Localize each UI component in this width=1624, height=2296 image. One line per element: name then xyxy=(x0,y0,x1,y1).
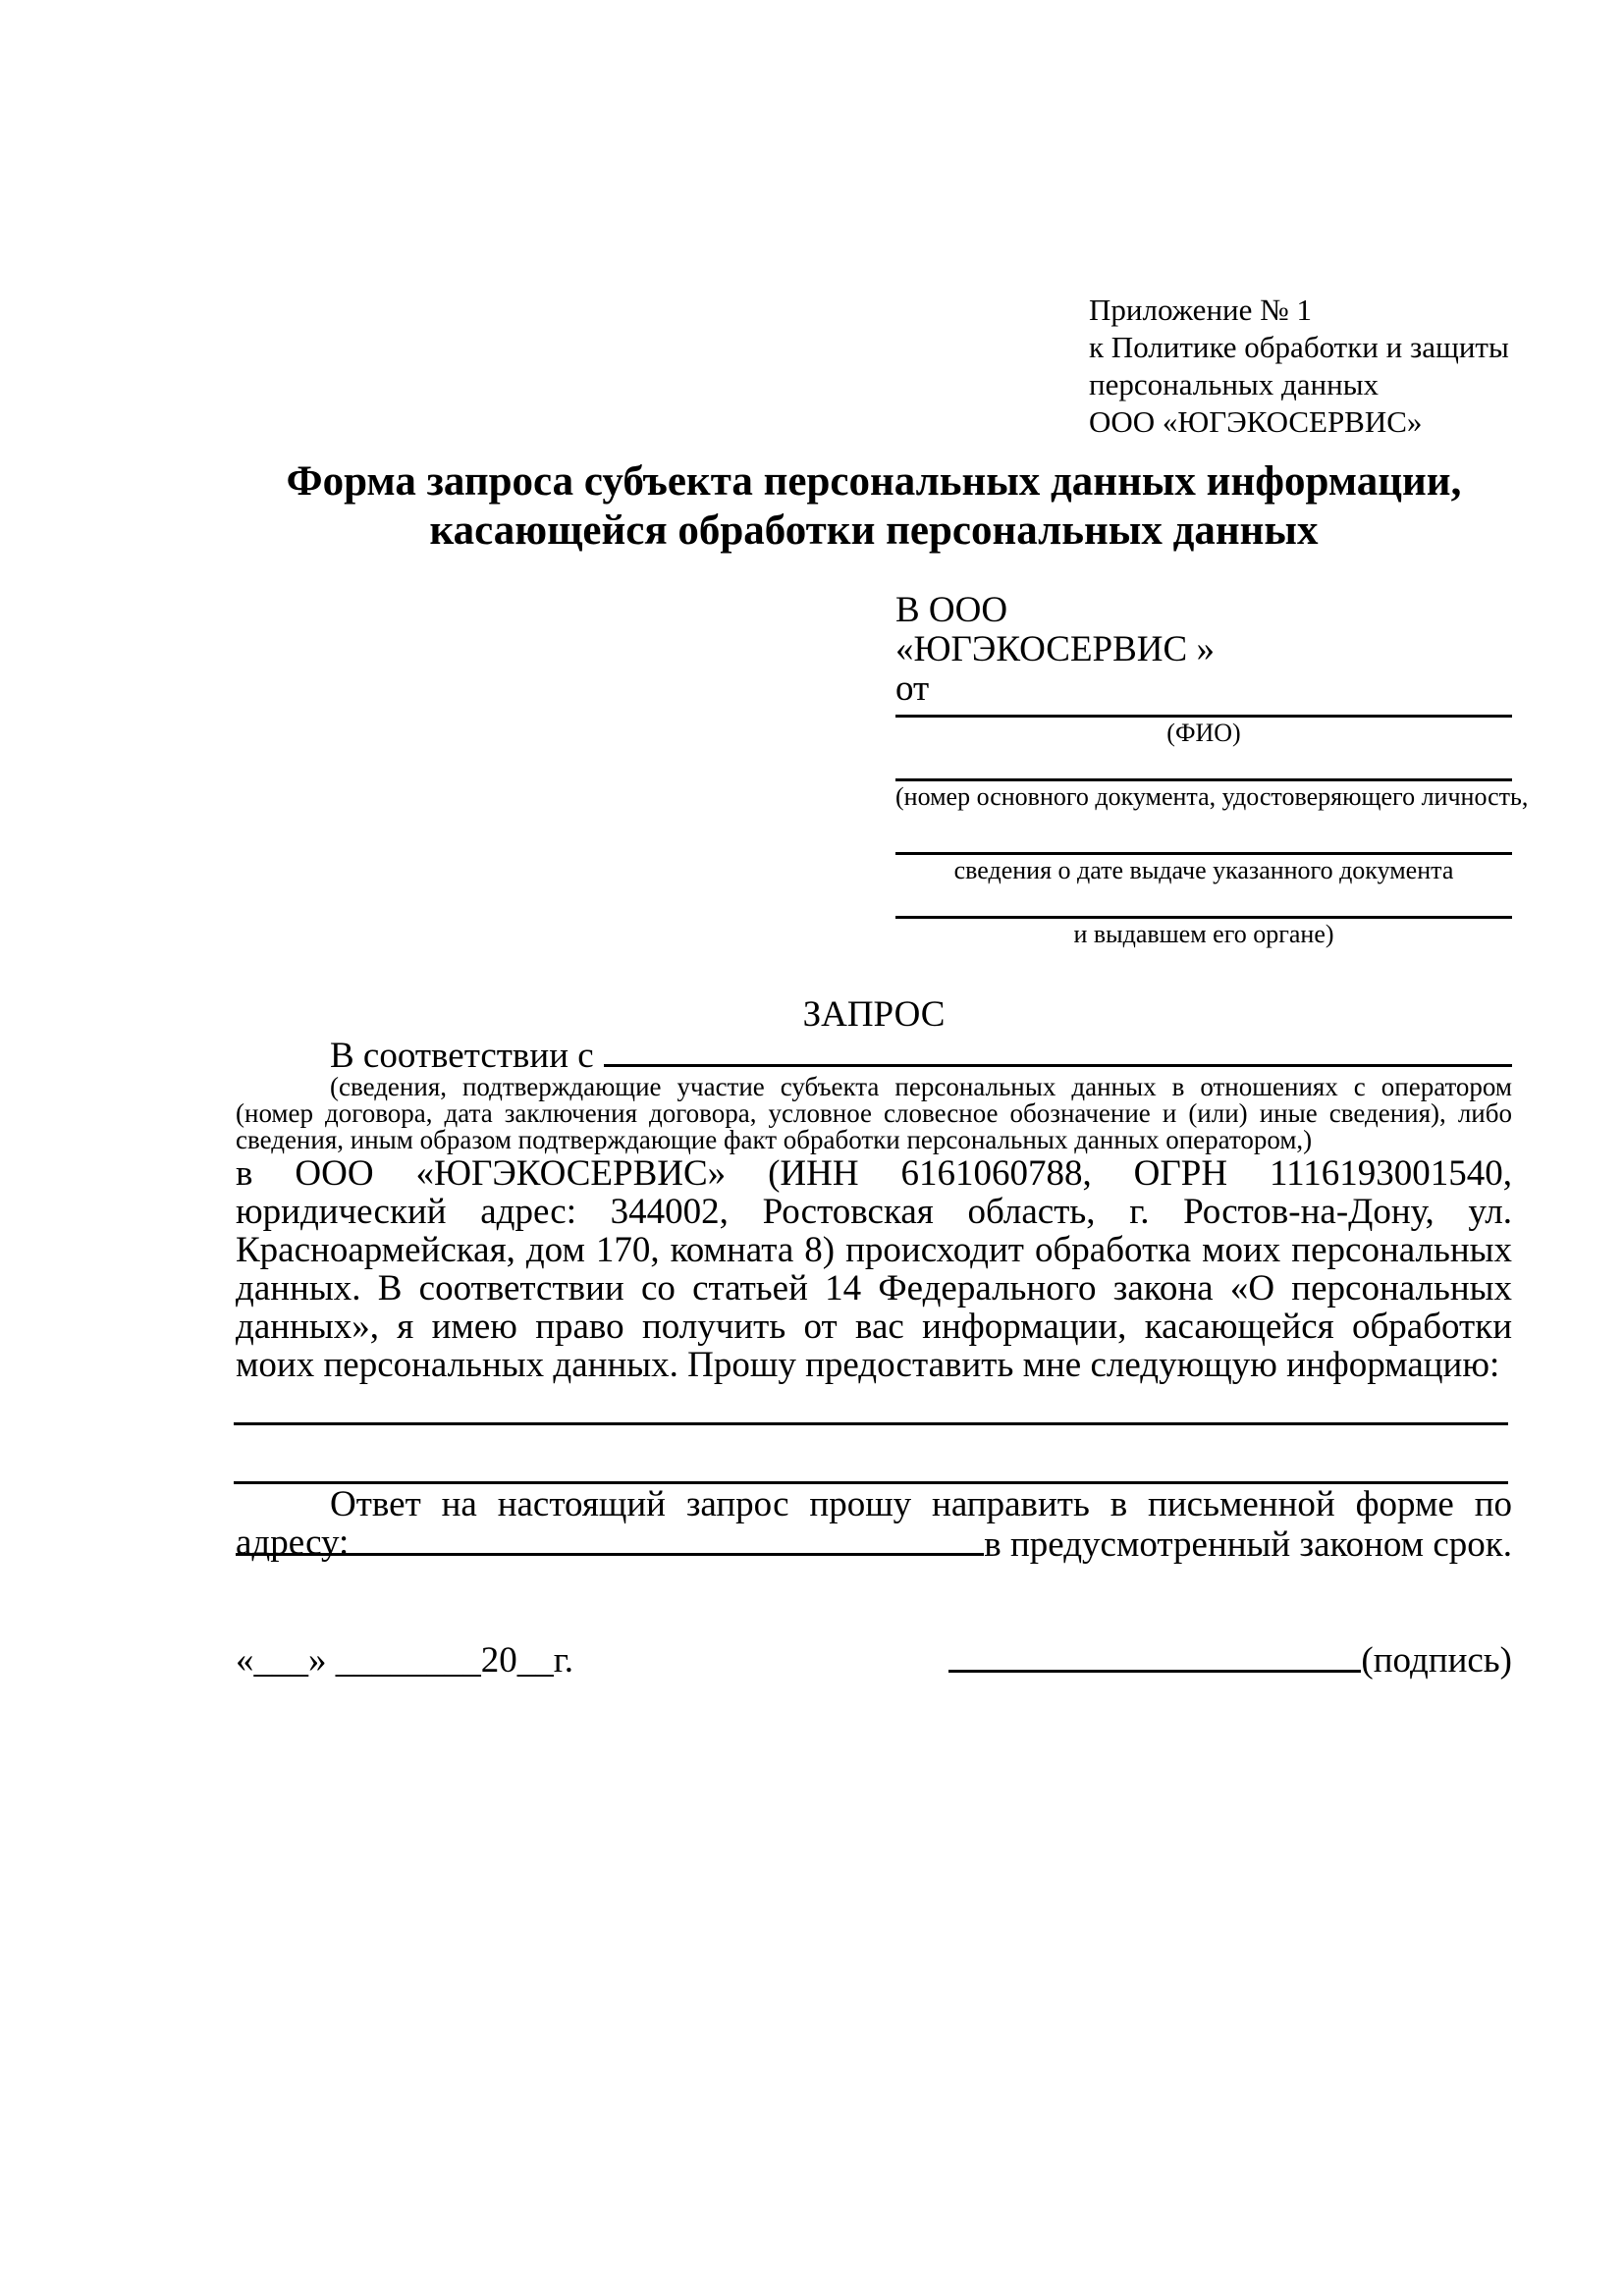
info-input-line-1[interactable] xyxy=(234,1422,1508,1425)
reply-suffix: в предусмотренный законом срок. xyxy=(984,1524,1512,1565)
addressee-block xyxy=(895,591,1215,709)
signature-input-line[interactable] xyxy=(948,1670,1361,1673)
issue-date-field xyxy=(895,852,1512,884)
signature-row xyxy=(236,1641,1512,1680)
appendix-number: Приложение № 1 xyxy=(1089,293,1312,327)
date-blank[interactable]: «___» ________20__г. xyxy=(236,1640,574,1681)
reply-request-line: Ответ на настоящий запрос прошу направить в письменной форме по адресу: xyxy=(236,1484,1512,1563)
intro-row xyxy=(236,1035,1512,1075)
document-title-line1: Форма запроса субъекта персональных данных информации, xyxy=(286,458,1462,505)
address-row xyxy=(236,1523,1512,1564)
issue-date-caption: сведения о дате выдаче указанного документа xyxy=(953,856,1454,884)
appendix-company: ООО «ЮГЭКОСЕРВИС» xyxy=(1089,404,1423,439)
appendix-policy-line2: персональных данных xyxy=(1089,367,1380,401)
addressee-from-label: от xyxy=(895,668,930,709)
signature-caption: (подпись) xyxy=(1361,1640,1512,1681)
document-title xyxy=(236,457,1512,556)
doc-number-field xyxy=(895,778,1529,811)
basis-input-line[interactable] xyxy=(604,1035,1512,1067)
appendix-policy-line: к Политике обработки и защиты xyxy=(1089,330,1509,364)
request-heading: ЗАПРОС xyxy=(802,994,946,1035)
footnote-text: (сведения, подтверждающие участие субъекта персональных данных в отношениях с оператором (номер договора, дата заключения договора, условное словесное обозначение и (или) иные сведения), либо сведения, иным образом подтверждающие факт обработки персональных данных оператором,) xyxy=(236,1072,1512,1154)
intro-prefix: В соответствии с xyxy=(330,1036,594,1076)
request-body: в ООО «ЮГЭКОСЕРВИС» (ИНН 6161060788, ОГРН 1116193001540, юридический адрес: 344002, Ростовская область, г. Ростов-на-Дону, ул. Красноармейская, дом 170, комната 8) происходит обработка моих персональных данных. В соответствии со статьей 14 Федерального закона «О персональных данных», я имею право получить от вас информации, касающейся обработки моих персональных данных. Прошу предоставить мне следующую информацию: xyxy=(236,1153,1512,1385)
doc-number-input-line[interactable] xyxy=(895,778,1512,781)
addressee-to-line2: «ЮГЭКОСЕРВИС » xyxy=(895,629,1215,669)
issue-organ-caption: и выдавшем его органе) xyxy=(1073,920,1334,948)
issue-organ-field xyxy=(895,916,1512,948)
fio-caption: (ФИО) xyxy=(1166,719,1241,747)
document-title-line2: касающейся обработки персональных данных xyxy=(429,507,1319,554)
doc-number-caption: (номер основного документа, удостоверяющего личность, xyxy=(895,782,1529,811)
addressee-to-line1: В ООО xyxy=(895,590,1008,630)
address-input-line[interactable] xyxy=(236,1523,984,1556)
appendix-header xyxy=(1089,292,1509,441)
fio-input-line[interactable] xyxy=(895,715,1512,718)
fio-field xyxy=(895,715,1512,747)
issue-date-input-line[interactable] xyxy=(895,852,1512,855)
issue-organ-input-line[interactable] xyxy=(895,916,1512,919)
